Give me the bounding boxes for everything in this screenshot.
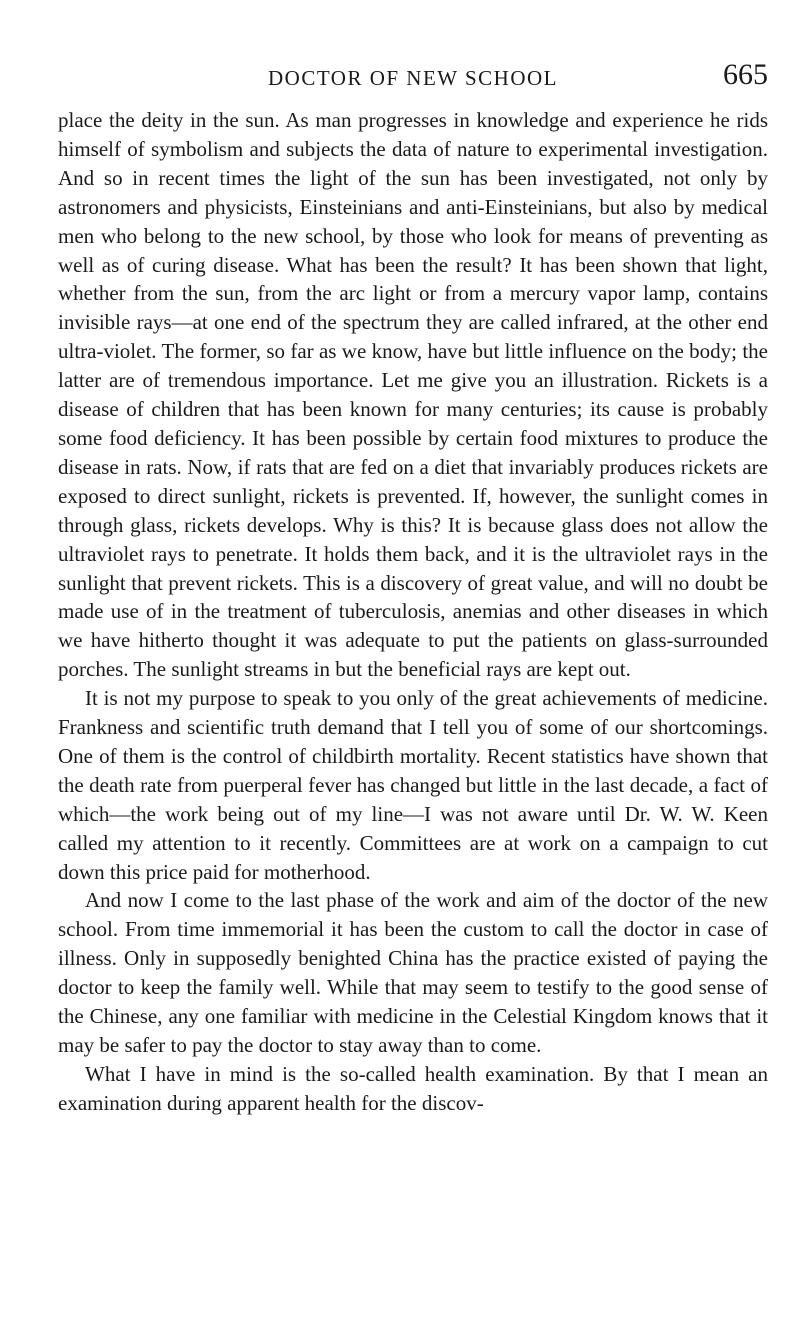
page-number: 665: [723, 58, 768, 91]
body-text: [58, 106, 768, 1118]
paragraph-3: And now I come to the last phase of the work and aim of the doctor of the new school. From time immemorial it has been the custom to call the doctor in case of illness. Only in supposedly benighted China has the practice existed of paying the doctor to keep the family well. While that may seem to testify to the good sense of the Chinese, any one familiar with medicine in the Celestial Kingdom knows that it may be safer to pay the doctor to stay away than to come.: [58, 888, 768, 1057]
paragraph-2: It is not my purpose to speak to you only of the great achievements of medicine. Frankness and scientific truth demand that I tell you of some of our shortcomings. One of them is the control of childbirth mortality. Recent statistics have shown that the death rate from puerperal fever has changed but little in the last decade, a fact of which—the work being out of my line—I was not aware until Dr. W. W. Keen called my attention to it recently. Committees are at work on a campaign to cut down this price paid for motherhood.: [58, 686, 768, 884]
paragraph-1: place the deity in the sun. As man progresses in knowledge and experience he rids himself of symbolism and subjects the data of nature to experimental investigation. And so in recent times the light of the sun has been investigated, not only by astronomers and physicists, Einsteinians and anti-Einsteinians, but also by medical men who belong to the new school, by those who look for means of preventing as well as of curing disease. What has been the result? It has been shown that light, whether from the sun, from the arc light or from a mercury vapor lamp, contains invisible rays—at one end of the spectrum they are called infrared, at the other end ultra-violet. The former, so far as we know, have but little influence on the body; the latter are of tremendous importance. Let me give you an illustration. Rickets is a disease of children that has been known for many centuries; its cause is probably some food deficiency. It has been possible by certain food mixtures to produce the disease in rats. Now, if rats that are fed on a diet that invariably produces rickets are exposed to direct sunlight, rickets is prevented. If, however, the sunlight comes in through glass, rickets develops. Why is this? It is because glass does not allow the ultraviolet rays to penetrate. It holds them back, and it is the ultraviolet rays in the sunlight that prevent rickets. This is a discovery of great value, and will no doubt be made use of in the treatment of tuberculosis, anemias and other diseases in which we have hitherto thought it was adequate to put the patients on glass-surrounded porches. The sunlight streams in but the beneficial rays are kept out.: [58, 108, 768, 682]
running-head: [58, 58, 768, 106]
paragraph-4: What I have in mind is the so-called health examination. By that I mean an examination during apparent health for the discov-: [58, 1061, 768, 1115]
book-page: [58, 58, 768, 1118]
running-title: DOCTOR OF NEW SCHOOL: [268, 66, 558, 90]
